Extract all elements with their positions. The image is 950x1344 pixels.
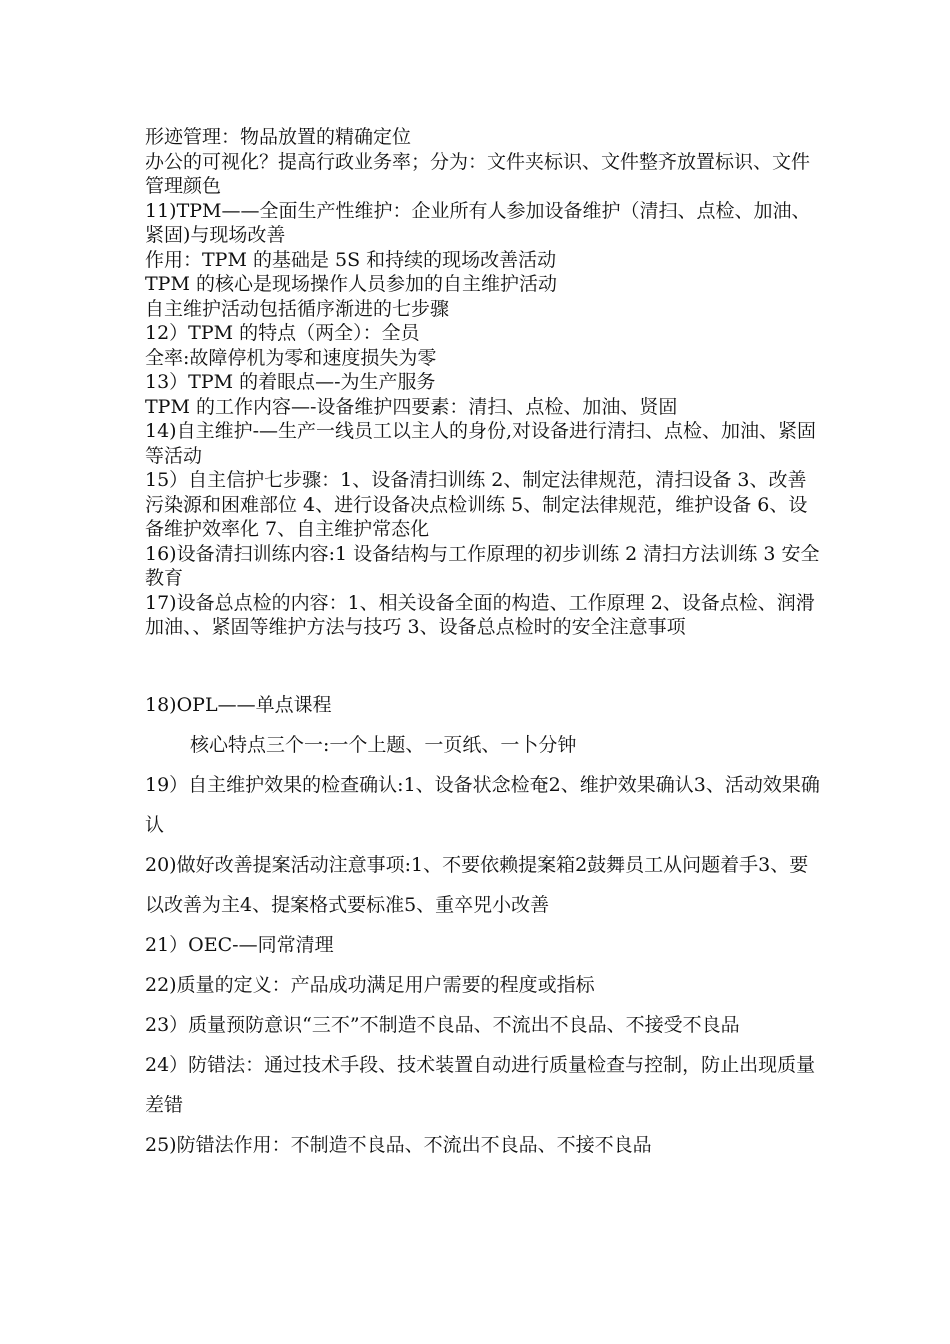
loose-text-block — [145, 685, 820, 1165]
text-line: 13）TPM 的着眼点—-为生产服务 — [145, 371, 436, 393]
text-line: 形迹管理：物品放置的精确定位 — [145, 126, 412, 148]
text-line: 自主维护活动包括循序渐进的七步骤 — [145, 297, 450, 320]
text-line: 作用：TPM 的基础是 5S 和持续的现场改善活动 — [145, 248, 557, 271]
dense-text-block — [145, 125, 820, 640]
text-line: 全率:故障停机为零和速度损失为零 — [145, 346, 437, 369]
text-line: 24）防错法：通过技术手段、技术装置自动进行质量检查与控制，防止出现质量差错 — [145, 1054, 816, 1116]
text-line: 18)OPL——单点课程 — [145, 694, 332, 716]
text-line: TPM 的核心是现场操作人员参加的自主维护活动 — [145, 273, 557, 295]
text-line: 11)TPM——全面生产性维护：企业所有人参加设备维护（清扫、点检、加油、紧固)与现场改善 — [145, 199, 811, 246]
text-line: 21）OEC-—同常清理 — [145, 934, 334, 956]
text-line: 20)做好改善提案活动注意事项:1、不要依赖提案箱2鼓舞员工从问题着手3、要以改善为主4、提案格式要标准5、重卒兕小改善 — [145, 854, 809, 916]
text-line: 14)自主维护-—生产一线员工以主人的身份,对设备进行清扫、点检、加油、紧固等活动 — [145, 420, 817, 467]
text-line: 16)设备清扫训练内容:1 设备结构与工作原理的初步训练 2 清扫方法训练 3 安全教育 — [145, 542, 820, 589]
text-line: 19）自主维护效果的检查确认:1、设备状念检奄2、维护效果确认3、活动效果确认 — [145, 774, 820, 836]
text-line: 办公的可视化？提高行政业务率；分为：文件夹标识、文件整齐放置标识、文件管理颜色 — [145, 150, 811, 197]
text-line: 17)设备总点检的内容：1、相关设备全面的构造、工作原理 2、设备点检、润滑加油、、紧固等维护方法与技巧 3、设备总点检时的安全注意事项 — [145, 591, 815, 638]
text-line: 核心特点三个一:一个上题、一页纸、一卜分钟 — [190, 734, 577, 756]
text-line: 12）TPM 的特点（两全）：全员 — [145, 322, 420, 344]
text-line: 15）自主信护七步骤：1、设备清扫训练 2、制定法律规范，清扫设备 3、改善污染源和困难部位 4、进行设备决点检训练 5、制定法律规范，维护设备 6、设备维护效率化 7、自主维护常态化 — [145, 469, 808, 540]
text-line: 23）质量预防意识“三不”不制造不良品、不流出不良品、不接受不良品 — [145, 1014, 740, 1036]
text-line: 22)质量的定义：产品成功满足用户需要的程度或指标 — [145, 974, 595, 996]
text-line: TPM 的工作内容—-设备维护四要素：清扫、点检、加油、贤固 — [145, 395, 678, 418]
text-line: 25)防错法作用：不制造不良品、不流出不良品、不接不良品 — [145, 1134, 652, 1156]
